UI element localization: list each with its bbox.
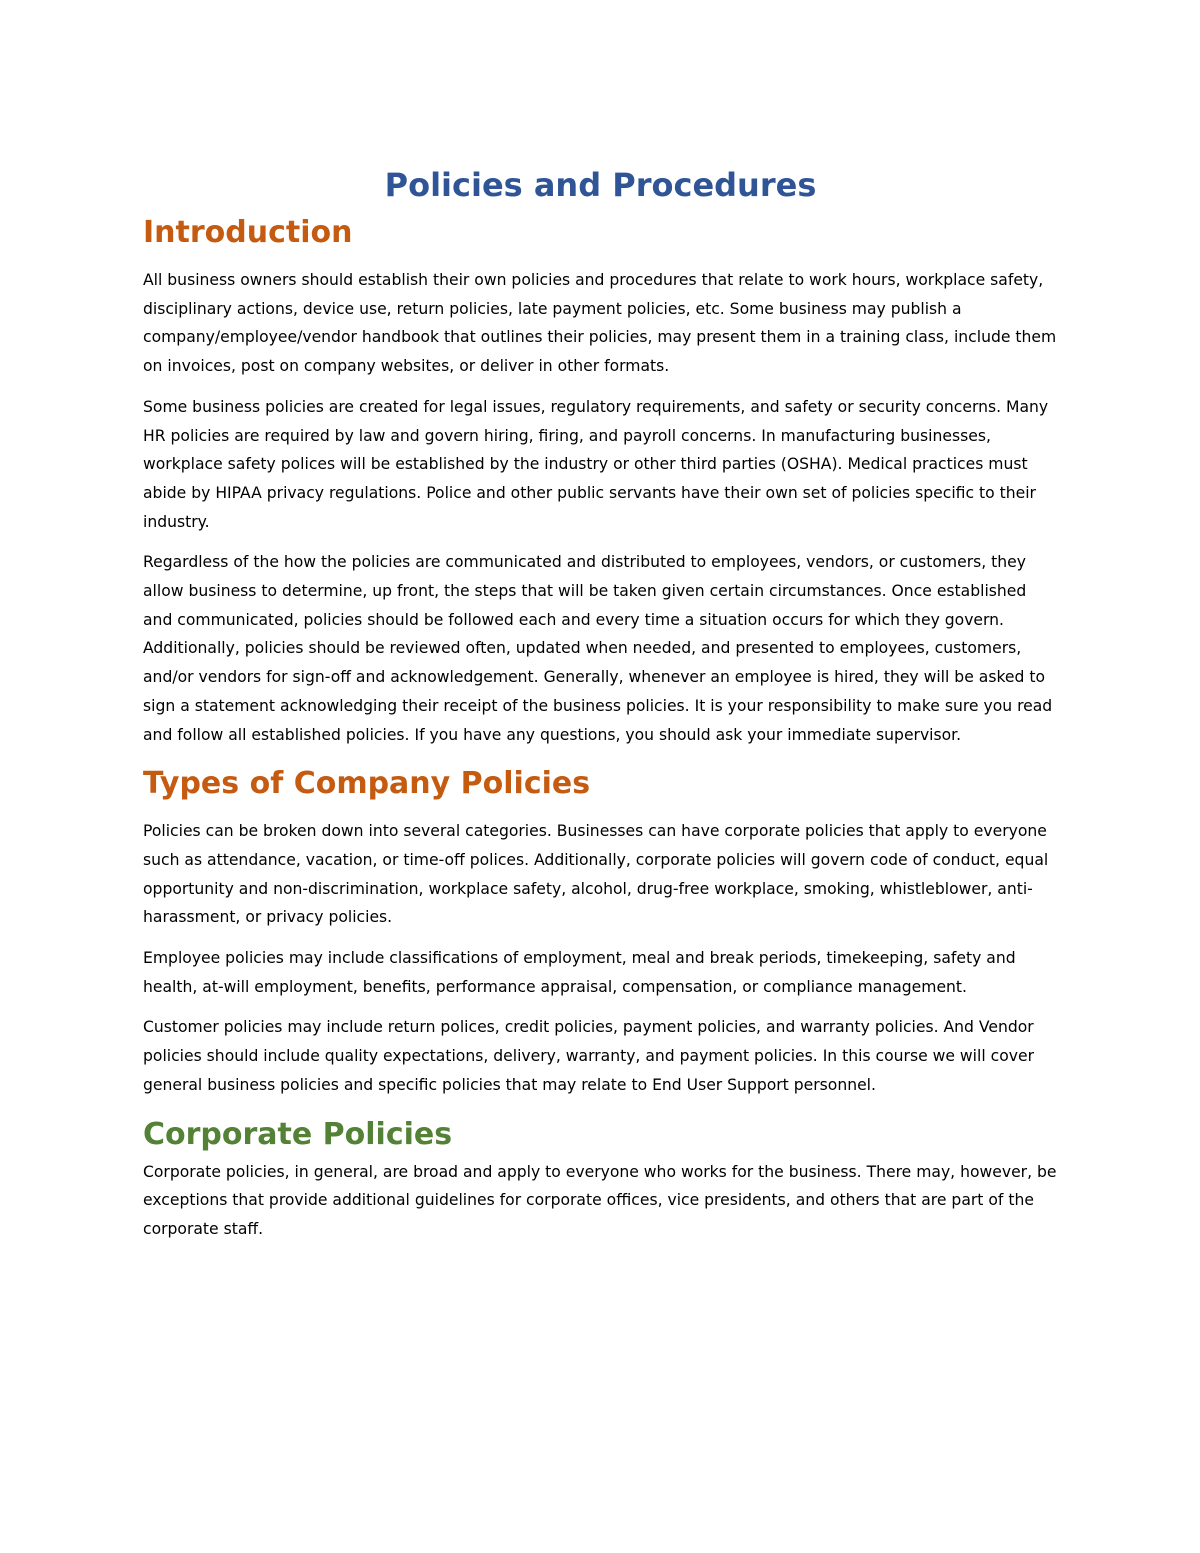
types-paragraph-2: Employee policies may include classifications of employment, meal and break periods, timekeeping, safety and health, at-will employment, benefits, performance appraisal, compensation, or compliance management. <box>143 949 1016 996</box>
document-title: Policies and Procedures <box>384 166 817 204</box>
section-types-of-company-policies <box>143 761 1058 1099</box>
section-introduction <box>143 210 1058 749</box>
section-corporate-policies <box>143 1112 1058 1244</box>
document-body <box>143 160 1058 1244</box>
types-paragraph-1: Policies can be broken down into several categories. Businesses can have corporate policies that apply to everyone such as attendance, vacation, or time-off polices. Additionally, corporate policies will govern code of conduct, equal opportunity and non-discrimination, workplace safety, alcohol, drug-free workplace, smoking, whistleblower, anti-harassment, or privacy policies. <box>143 822 1049 927</box>
corporate-paragraph-1: Corporate policies, in general, are broad and apply to everyone who works for the business. There may, however, be exceptions that provide additional guidelines for corporate offices, vice presidents, and others that are part of the corporate staff. <box>143 1162 1057 1238</box>
types-paragraph-3: Customer policies may include return polices, credit policies, payment policies, and warranty policies. And Vendor policies should include quality expectations, delivery, warranty, and payment policies. In this course we will cover general business policies and specific policies that may relate to End User Support personnel. <box>143 1018 1034 1094</box>
heading-introduction: Introduction <box>143 215 353 250</box>
intro-paragraph-1: All business owners should establish their own policies and procedures that relate to work hours, workplace safety, disciplinary actions, device use, return policies, late payment policies, etc. Some business may publish a company/employee/vendor handbook that outlines their policies, may present them in a training class, include them on invoices, post on company websites, or deliver in other formats. <box>143 271 1057 376</box>
heading-corporate-policies: Corporate Policies <box>143 1116 453 1152</box>
intro-paragraph-2: Some business policies are created for legal issues, regulatory requirements, and safety or security concerns. Many HR policies are required by law and govern hiring, firing, and payroll concerns. In manufacturing businesses, workplace safety polices will be established by the industry or other third parties (OSHA). Medical practices must abide by HIPAA privacy regulations. Police and other public servants have their own set of policies specific to their industry. <box>143 397 1049 531</box>
heading-types-of-company-policies: Types of Company Policies <box>143 766 591 802</box>
intro-paragraph-3: Regardless of the how the policies are communicated and distributed to employees, vendors, or customers, they allow business to determine, up front, the steps that will be taken given certain circumstances. Once established and communicated, policies should be followed each and every time a situation occurs for which they govern. Additionally, policies should be reviewed often, updated when needed, and presented to employees, customers, and/or vendors for sign-off and acknowledgement. Generally, whenever an employee is hired, they will be asked to sign a statement acknowledging their receipt of the business policies. It is your responsibility to make sure you read and follow all established policies. If you have any questions, you should ask your immediate supervisor. <box>143 553 1053 744</box>
